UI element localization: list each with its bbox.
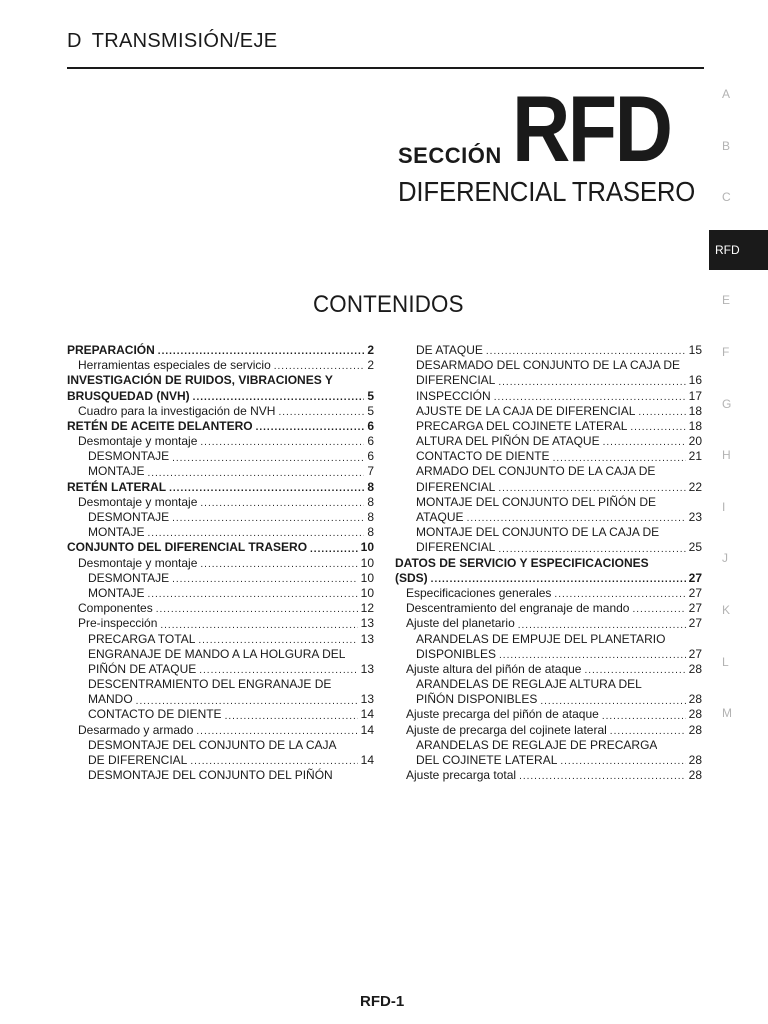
toc-entry[interactable] bbox=[67, 632, 374, 647]
toc-entry-title: PREPARACIÓN bbox=[67, 342, 155, 357]
toc-entry[interactable] bbox=[67, 723, 374, 738]
toc-entry[interactable] bbox=[395, 753, 702, 768]
toc-leader-dots bbox=[632, 603, 685, 616]
toc-entry-title: Desmontaje y montaje bbox=[78, 434, 198, 449]
section-code: RFD bbox=[512, 76, 671, 181]
toc-leader-dots bbox=[274, 360, 365, 373]
toc-entry-title: RETÉN DE ACEITE DELANTERO bbox=[67, 418, 253, 433]
toc-entry[interactable] bbox=[67, 738, 374, 753]
toc-leader-dots bbox=[499, 649, 686, 662]
toc-entry[interactable] bbox=[67, 449, 374, 464]
toc-entry-title: Desmontaje y montaje bbox=[78, 494, 198, 509]
tab-k[interactable]: K bbox=[722, 603, 731, 617]
toc-leader-dots bbox=[136, 695, 358, 708]
toc-page-number: 28 bbox=[688, 692, 702, 707]
toc-entry-title: PRECARGA TOTAL bbox=[88, 631, 196, 646]
toc-page-number: 12 bbox=[360, 601, 374, 616]
toc-entry-title: Desmontaje y montaje bbox=[78, 555, 198, 570]
section-title: DIFERENCIAL TRASERO bbox=[398, 176, 696, 207]
toc-entry-title: ALTURA DEL PIÑÓN DE ATAQUE bbox=[416, 434, 600, 449]
toc-entry[interactable] bbox=[67, 753, 374, 768]
toc-entry-title: RETÉN LATERAL bbox=[67, 479, 167, 494]
toc-page-number: 14 bbox=[360, 722, 374, 737]
toc-page-number: 27 bbox=[688, 616, 702, 631]
tab-rfd[interactable]: RFD bbox=[709, 230, 768, 270]
header-divider bbox=[67, 67, 704, 69]
toc-page-number: 28 bbox=[688, 768, 702, 783]
group-letter: D bbox=[67, 30, 82, 52]
toc-entry-title: CONJUNTO DEL DIFERENCIAL TRASERO bbox=[67, 540, 308, 555]
toc-page-number: 28 bbox=[688, 661, 702, 676]
toc-entry-title: BRUSQUEDAD (NVH) bbox=[67, 388, 190, 403]
section-label: SECCIÓN bbox=[398, 143, 502, 168]
toc-leader-dots bbox=[225, 710, 358, 723]
toc-entry[interactable] bbox=[395, 708, 702, 723]
toc-page-number: 8 bbox=[367, 494, 374, 509]
tab-j[interactable]: J bbox=[722, 551, 728, 566]
toc-leader-dots bbox=[190, 755, 357, 768]
toc-leader-dots bbox=[169, 482, 364, 495]
toc-entry[interactable] bbox=[395, 358, 702, 373]
toc-leader-dots bbox=[603, 436, 686, 449]
toc-page-number: 18 bbox=[688, 418, 702, 433]
toc-leader-dots bbox=[498, 482, 685, 495]
toc-entry-title: Ajuste precarga del piñón de ataque bbox=[406, 707, 599, 722]
toc-page-number: 8 bbox=[367, 525, 374, 540]
toc-leader-dots bbox=[518, 619, 686, 632]
toc-leader-dots bbox=[147, 527, 364, 540]
toc-page-number: 2 bbox=[367, 358, 374, 373]
toc-entry-title: Ajuste altura del piñón de ataque bbox=[406, 661, 582, 676]
tab-f[interactable]: F bbox=[722, 345, 730, 359]
toc-entry-title: DIFERENCIAL bbox=[416, 479, 496, 494]
toc-page-number: 10 bbox=[360, 555, 374, 570]
tab-h[interactable]: H bbox=[722, 448, 731, 463]
toc-entry[interactable] bbox=[395, 480, 702, 495]
toc-page-number: 28 bbox=[688, 707, 702, 722]
tab-b[interactable]: B bbox=[722, 138, 731, 153]
toc-entry[interactable] bbox=[395, 692, 702, 707]
toc-leader-dots bbox=[630, 421, 685, 434]
toc-page-number: 28 bbox=[688, 753, 702, 768]
contents-heading: CONTENIDOS bbox=[313, 291, 464, 318]
toc-entry-title: DESMONTAJE bbox=[88, 510, 170, 525]
toc-page-number: 6 bbox=[367, 418, 374, 433]
toc-entry[interactable] bbox=[395, 616, 702, 631]
toc-entry[interactable] bbox=[67, 373, 374, 388]
toc-entry-title: DIFERENCIAL bbox=[416, 540, 496, 555]
toc-entry-title: Ajuste de precarga del cojinete lateral bbox=[406, 722, 607, 737]
toc-leader-dots bbox=[200, 497, 364, 510]
toc-page-number: 17 bbox=[688, 388, 702, 403]
toc-entry[interactable] bbox=[395, 768, 702, 783]
toc-page-number: 7 bbox=[367, 464, 374, 479]
toc-entry[interactable] bbox=[395, 738, 702, 753]
toc-entry[interactable] bbox=[67, 662, 374, 677]
toc-leader-dots bbox=[498, 376, 685, 389]
toc-leader-dots bbox=[199, 664, 357, 677]
toc-page-number: 15 bbox=[688, 342, 702, 357]
tab-l[interactable]: L bbox=[722, 654, 729, 669]
toc-entry[interactable] bbox=[67, 434, 374, 449]
toc-entry-title: MONTAJE bbox=[88, 585, 145, 600]
toc-leader-dots bbox=[602, 710, 686, 723]
toc-leader-dots bbox=[160, 619, 357, 632]
toc-leader-dots bbox=[172, 512, 364, 525]
toc-entry-title: Pre-inspección bbox=[78, 616, 158, 631]
toc-entry-title: MONTAJE DEL CONJUNTO DE LA CAJA DE bbox=[416, 525, 660, 540]
toc-page-number: 13 bbox=[360, 661, 374, 676]
toc-entry-title: DESMONTAJE DEL CONJUNTO DE LA CAJA bbox=[88, 737, 337, 752]
toc-entry[interactable] bbox=[395, 449, 702, 464]
toc-entry[interactable] bbox=[67, 525, 374, 540]
toc-page-number: 13 bbox=[360, 692, 374, 707]
tab-g[interactable]: G bbox=[722, 396, 732, 411]
toc-page-number: 16 bbox=[688, 373, 702, 388]
group-name: TRANSMISIÓN/EJE bbox=[91, 30, 278, 52]
toc-entry-title: Ajuste del planetario bbox=[406, 616, 515, 631]
toc-entry-title: DIFERENCIAL bbox=[416, 373, 496, 388]
toc-entry[interactable] bbox=[395, 465, 702, 480]
toc-entry-title: Ajuste precarga total bbox=[406, 768, 517, 783]
toc-entry-title: PIÑÓN DE ATAQUE bbox=[88, 661, 197, 676]
toc-page-number: 13 bbox=[360, 616, 374, 631]
toc-leader-dots bbox=[554, 588, 685, 601]
toc-entry-title: CONTACTO DE DIENTE bbox=[416, 449, 550, 464]
toc-entry-title: Especificaciones generales bbox=[406, 585, 552, 600]
section-group-title bbox=[67, 30, 277, 53]
toc-entry[interactable] bbox=[67, 510, 374, 525]
toc-page-number: 27 bbox=[688, 601, 702, 616]
toc-leader-dots bbox=[467, 512, 686, 525]
toc-leader-dots bbox=[519, 770, 686, 783]
toc-entry[interactable] bbox=[67, 358, 374, 373]
toc-entry[interactable] bbox=[395, 677, 702, 692]
toc-entry[interactable] bbox=[67, 465, 374, 480]
toc-page-number: 10 bbox=[360, 570, 374, 585]
toc-page-number: 5 bbox=[367, 388, 374, 403]
toc-entry-title: INVESTIGACIÓN DE RUIDOS, VIBRACIONES Y bbox=[67, 373, 333, 388]
toc-entry[interactable] bbox=[395, 373, 702, 388]
toc-entry-title: ENGRANAJE DE MANDO A LA HOLGURA DEL bbox=[88, 646, 346, 661]
toc-page-number: 6 bbox=[367, 434, 374, 449]
toc-entry-title: Desarmado y armado bbox=[78, 722, 194, 737]
toc-page-number: 28 bbox=[688, 722, 702, 737]
toc-entry-title: DE DIFERENCIAL bbox=[88, 753, 188, 768]
toc-page-number: 10 bbox=[360, 585, 374, 600]
toc-leader-dots bbox=[610, 725, 686, 738]
tab-e[interactable]: E bbox=[722, 293, 731, 308]
toc-entry-title: DESMONTAJE bbox=[88, 570, 170, 585]
toc-leader-dots bbox=[172, 573, 358, 586]
toc-page-number: 27 bbox=[688, 585, 702, 600]
toc-entry-title: CONTACTO DE DIENTE bbox=[88, 707, 222, 722]
tab-c[interactable]: C bbox=[722, 190, 731, 205]
toc-entry[interactable] bbox=[395, 662, 702, 677]
toc-page-number: 21 bbox=[688, 449, 702, 464]
toc-entry[interactable] bbox=[395, 632, 702, 647]
toc-entry-title: PRECARGA DEL COJINETE LATERAL bbox=[416, 418, 628, 433]
toc-entry[interactable] bbox=[395, 404, 702, 419]
toc-leader-dots bbox=[540, 695, 685, 708]
toc-entry[interactable] bbox=[67, 495, 374, 510]
toc-left-column bbox=[67, 343, 374, 783]
toc-entry-title: INSPECCIÓN bbox=[416, 388, 491, 403]
toc-entry[interactable] bbox=[395, 389, 702, 404]
toc-page-number: 25 bbox=[688, 540, 702, 555]
toc-leader-dots bbox=[494, 391, 686, 404]
toc-entry-title: AJUSTE DE LA CAJA DE DIFERENCIAL bbox=[416, 403, 636, 418]
toc-page-number: 5 bbox=[367, 403, 374, 418]
toc-leader-dots bbox=[158, 345, 365, 358]
toc-entry[interactable] bbox=[67, 616, 374, 631]
toc-page-number: 23 bbox=[688, 510, 702, 525]
toc-page-number: 22 bbox=[688, 479, 702, 494]
toc-entry[interactable] bbox=[395, 571, 702, 586]
toc-leader-dots bbox=[553, 452, 686, 465]
toc-entry-title: Cuadro para la investigación de NVH bbox=[78, 403, 276, 418]
toc-entry[interactable] bbox=[395, 647, 702, 662]
toc-entry[interactable] bbox=[395, 723, 702, 738]
toc-entry-title: Componentes bbox=[78, 601, 153, 616]
toc-page-number: 27 bbox=[688, 570, 702, 585]
toc-entry[interactable] bbox=[395, 495, 702, 510]
toc-entry[interactable] bbox=[395, 601, 702, 616]
toc-page-number: 8 bbox=[367, 510, 374, 525]
toc-entry[interactable] bbox=[395, 556, 702, 571]
toc-entry[interactable] bbox=[67, 540, 374, 555]
toc-page-number: 8 bbox=[367, 479, 374, 494]
toc-entry-title: DEL COJINETE LATERAL bbox=[416, 753, 558, 768]
toc-entry[interactable] bbox=[67, 556, 374, 571]
toc-entry-title: ARMADO DEL CONJUNTO DE LA CAJA DE bbox=[416, 464, 656, 479]
toc-entry-title: MONTAJE DEL CONJUNTO DEL PIÑÓN DE bbox=[416, 494, 657, 509]
toc-entry-title: DESMONTAJE bbox=[88, 449, 170, 464]
toc-entry[interactable] bbox=[395, 434, 702, 449]
toc-entry-title: ATAQUE bbox=[416, 510, 464, 525]
toc-right-column bbox=[395, 343, 702, 783]
toc-entry[interactable] bbox=[67, 708, 374, 723]
toc-entry-title: MANDO bbox=[88, 692, 133, 707]
toc-entry[interactable] bbox=[67, 647, 374, 662]
toc-entry-title: Descentramiento del engranaje de mando bbox=[406, 601, 630, 616]
toc-entry[interactable] bbox=[395, 540, 702, 555]
toc-entry-title: DESCENTRAMIENTO DEL ENGRANAJE DE bbox=[88, 677, 332, 692]
toc-leader-dots bbox=[431, 573, 686, 586]
toc-entry[interactable] bbox=[395, 525, 702, 540]
toc-entry-title: DATOS DE SERVICIO Y ESPECIFICACIONES bbox=[395, 555, 649, 570]
toc-leader-dots bbox=[584, 664, 685, 677]
toc-entry-title: PIÑÓN DISPONIBLES bbox=[416, 692, 538, 707]
toc-leader-dots bbox=[256, 421, 365, 434]
toc-page-number: 10 bbox=[360, 540, 374, 555]
toc-entry-title: DESMONTAJE DEL CONJUNTO DEL PIÑÓN bbox=[88, 768, 333, 783]
toc-entry-title: DE ATAQUE bbox=[416, 342, 483, 357]
tab-a[interactable]: A bbox=[722, 87, 731, 101]
toc-entry[interactable] bbox=[395, 343, 702, 358]
toc-entry[interactable] bbox=[67, 768, 374, 783]
toc-page-number: 14 bbox=[360, 753, 374, 768]
toc-leader-dots bbox=[560, 755, 685, 768]
toc-leader-dots bbox=[156, 603, 358, 616]
toc-leader-dots bbox=[310, 543, 358, 556]
toc-page-number: 2 bbox=[367, 342, 374, 357]
toc-page-number: 20 bbox=[688, 434, 702, 449]
toc-page-number: 14 bbox=[360, 707, 374, 722]
toc-leader-dots bbox=[486, 345, 686, 358]
toc-entry[interactable] bbox=[395, 586, 702, 601]
toc-entry-title: DISPONIBLES bbox=[416, 646, 497, 661]
toc-entry[interactable] bbox=[67, 343, 374, 358]
toc-entry[interactable] bbox=[67, 404, 374, 419]
toc-entry[interactable] bbox=[67, 389, 374, 404]
toc-entry[interactable] bbox=[67, 601, 374, 616]
tab-i[interactable]: I bbox=[722, 499, 726, 514]
toc-page-number: 18 bbox=[688, 403, 702, 418]
toc-entry-title: Herramientas especiales de servicio bbox=[78, 358, 271, 373]
toc-leader-dots bbox=[196, 725, 357, 738]
toc-entry[interactable] bbox=[67, 692, 374, 707]
toc-entry-title: MONTAJE bbox=[88, 525, 145, 540]
toc-entry[interactable] bbox=[67, 419, 374, 434]
toc-entry[interactable] bbox=[395, 419, 702, 434]
toc-entry[interactable] bbox=[67, 586, 374, 601]
toc-leader-dots bbox=[193, 391, 365, 404]
toc-leader-dots bbox=[200, 436, 364, 449]
toc-entry[interactable] bbox=[67, 677, 374, 692]
toc-entry-title: (SDS) bbox=[395, 570, 428, 585]
toc-entry-title: ARANDELAS DE REGLAJE ALTURA DEL bbox=[416, 677, 642, 692]
toc-entry[interactable] bbox=[67, 571, 374, 586]
toc-leader-dots bbox=[198, 634, 357, 647]
toc-entry-title: DESARMADO DEL CONJUNTO DE LA CAJA DE bbox=[416, 358, 681, 373]
toc-entry-title: MONTAJE bbox=[88, 464, 145, 479]
toc-page-number: 27 bbox=[688, 646, 702, 661]
page-number: RFD-1 bbox=[360, 993, 405, 1010]
toc-leader-dots bbox=[498, 543, 685, 556]
toc-entry-title: ARANDELAS DE EMPUJE DEL PLANETARIO bbox=[416, 631, 666, 646]
toc-page-number: 13 bbox=[360, 631, 374, 646]
toc-entry[interactable] bbox=[395, 510, 702, 525]
toc-leader-dots bbox=[147, 467, 364, 480]
tab-m[interactable]: M bbox=[722, 706, 732, 721]
toc-leader-dots bbox=[172, 452, 364, 465]
toc-leader-dots bbox=[200, 558, 357, 571]
toc-leader-dots bbox=[147, 588, 357, 601]
toc-page-number: 6 bbox=[367, 449, 374, 464]
toc-entry[interactable] bbox=[67, 480, 374, 495]
toc-leader-dots bbox=[278, 406, 364, 419]
toc-leader-dots bbox=[638, 406, 685, 419]
toc-entry-title: ARANDELAS DE REGLAJE DE PRECARGA bbox=[416, 737, 658, 752]
